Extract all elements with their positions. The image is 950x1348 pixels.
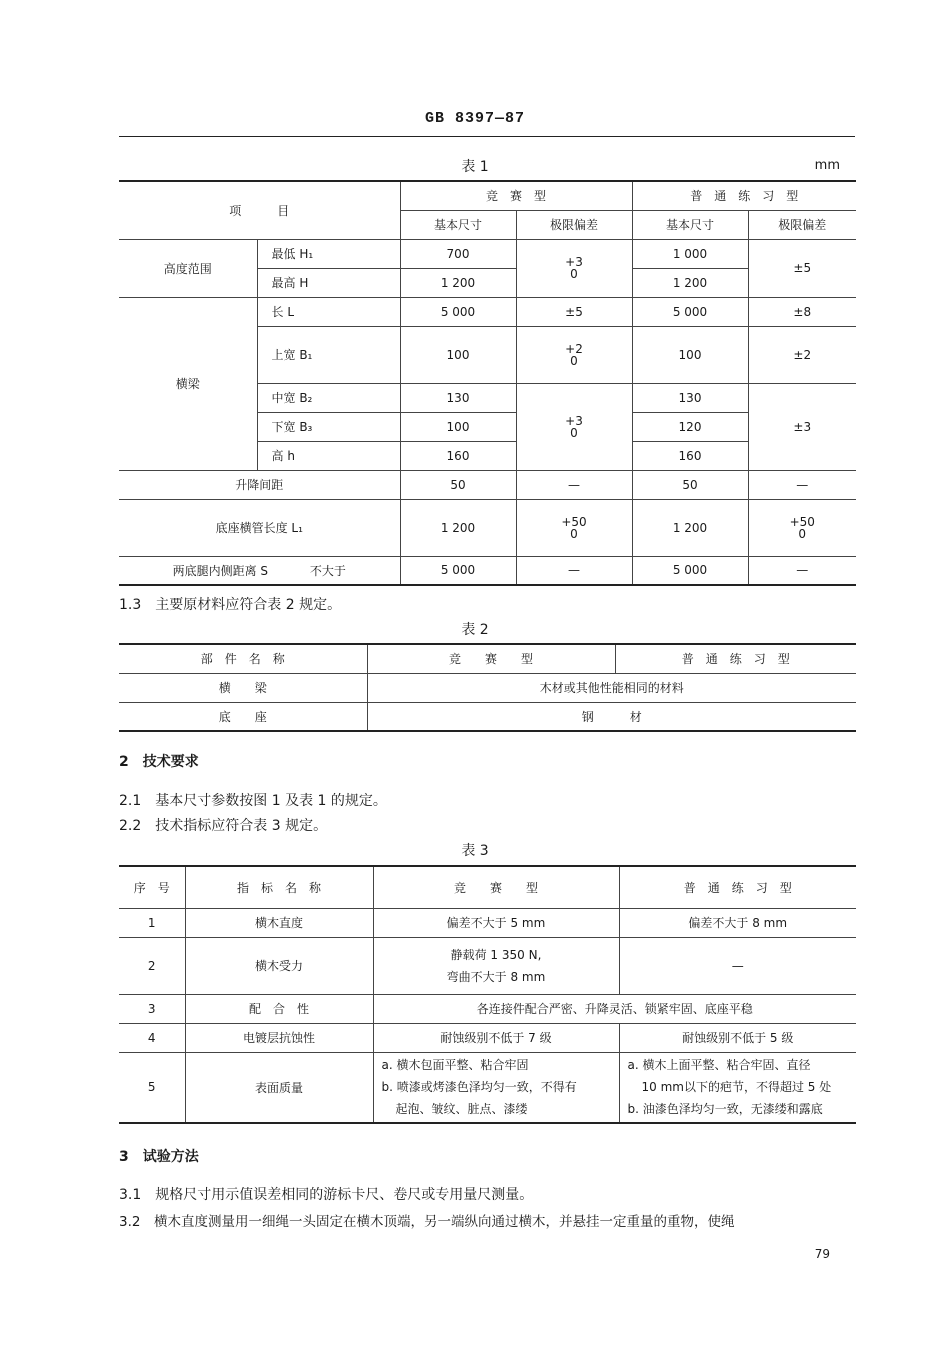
t3-no: 5 (119, 1052, 185, 1123)
t3-race-line: 起泡、皱纹、脏点、漆缕 (395, 1102, 528, 1117)
t1-cell: 50 (632, 470, 748, 499)
t3-race-multiline (373, 1052, 619, 1123)
t1-label-distance-text: 两底腿内侧距离 S (172, 563, 269, 578)
t3-practice-line: 10 mm以下的疤节，不得超过 5 处 (641, 1080, 832, 1095)
t3-name: 表面质量 (185, 1052, 373, 1123)
t3-race-line: 静载荷 1 350 N, (450, 947, 542, 962)
t1-cell: 130 (400, 383, 516, 412)
t1-cell: ±5 (516, 297, 632, 326)
t1-label: 升降间距 (119, 470, 400, 499)
t1-sub: 最高 H (257, 268, 400, 297)
t1-sub: 长 L (257, 297, 400, 326)
t3-both: 各连接件配合严密、升降灵活、锁紧牢固、底座平稳 (373, 994, 856, 1023)
t1-group-height: 高度范围 (119, 239, 257, 297)
t3-head-no: 序 号 (119, 866, 185, 908)
t1-cell: ±5 (748, 239, 856, 297)
t2-material: 木材或其他性能相同的材料 (367, 673, 856, 702)
t1-cell: 160 (400, 441, 516, 470)
t2-part: 横 梁 (119, 673, 367, 702)
t1-cell: 1 000 (632, 239, 748, 268)
t1-cell: 700 (400, 239, 516, 268)
t1-cell: 5 000 (400, 297, 516, 326)
t1-cell: 5 000 (400, 556, 516, 585)
table1-unit: mm (814, 158, 840, 173)
t3-race: 偏差不大于 5 mm (373, 908, 619, 937)
section-3-heading: 3 试验方法 (119, 1149, 199, 1165)
t1-head-race-basic: 基本尺寸 (400, 210, 516, 239)
t1-sub: 上宽 B₁ (257, 326, 400, 383)
para-1-3: 1.3 主要原材料应符合表 2 规定。 (119, 597, 342, 613)
t1-cell: 1 200 (400, 268, 516, 297)
t1-cell: ±2 (748, 326, 856, 383)
t1-cell: +50 0 (748, 499, 856, 556)
t1-head-prac-tol: 极限偏差 (748, 210, 856, 239)
t1-cell: 100 (632, 326, 748, 383)
t1-cell: 50 (400, 470, 516, 499)
t3-head-race: 竞 赛 型 (373, 866, 619, 908)
t2-head-practice: 普 通 练 习 型 (615, 644, 856, 673)
t1-cell: — (748, 470, 856, 499)
header-rule (119, 136, 855, 137)
table2 (119, 643, 856, 732)
t1-cell: — (516, 556, 632, 585)
t3-practice: — (619, 937, 856, 994)
t3-no: 2 (119, 937, 185, 994)
t1-cell: 120 (632, 412, 748, 441)
section-2-heading: 2 技术要求 (119, 754, 199, 770)
t1-label-distance (119, 556, 400, 585)
t1-head-race: 竞 赛 型 (400, 181, 632, 210)
t3-race-multiline (373, 937, 619, 994)
t3-name: 配 合 性 (185, 994, 373, 1023)
t3-no: 3 (119, 994, 185, 1023)
t1-cell: 1 200 (632, 499, 748, 556)
t3-practice-multiline (619, 1052, 856, 1123)
t1-cell: — (748, 556, 856, 585)
t1-cell: ±8 (748, 297, 856, 326)
t3-race-line: a. 横木包面平整、粘合牢固 (381, 1058, 529, 1073)
t3-practice: 偏差不大于 8 mm (619, 908, 856, 937)
t1-head-item: 项 目 (119, 181, 400, 239)
table1 (119, 180, 856, 586)
t1-head-prac-basic: 基本尺寸 (632, 210, 748, 239)
t3-no: 1 (119, 908, 185, 937)
t1-cell: 160 (632, 441, 748, 470)
t1-cell: +2 0 (516, 326, 632, 383)
t1-cell: 100 (400, 326, 516, 383)
table3-caption: 表 3 (461, 843, 489, 859)
t2-part: 底 座 (119, 702, 367, 731)
t1-sub: 最低 H₁ (257, 239, 400, 268)
t1-cell: 130 (632, 383, 748, 412)
t3-name: 电镀层抗蚀性 (185, 1023, 373, 1052)
t3-head-practice: 普 通 练 习 型 (619, 866, 856, 908)
para-3-1: 3.1 规格尺寸用示值误差相同的游标卡尺、卷尺或专用量尺测量。 (119, 1187, 534, 1203)
t3-name: 横木直度 (185, 908, 373, 937)
t3-practice-line: b. 油漆色泽均匀一致，无漆缕和露底 (627, 1102, 823, 1117)
t3-practice-line: a. 横木上面平整、粘合牢固、直径 (627, 1058, 811, 1073)
para-2-1: 2.1 基本尺寸参数按图 1 及表 1 的规定。 (119, 793, 387, 809)
t3-no: 4 (119, 1023, 185, 1052)
t1-label: 底座横管长度 L₁ (119, 499, 400, 556)
t1-cell: +3 0 (516, 239, 632, 297)
t1-head-race-tol: 极限偏差 (516, 210, 632, 239)
table1-caption: 表 1 (461, 159, 489, 175)
t3-head-name: 指 标 名 称 (185, 866, 373, 908)
t3-practice: 耐蚀级别不低于 5 级 (619, 1023, 856, 1052)
t1-label-distance-extra: 不大于 (309, 563, 346, 578)
t1-cell: +50 0 (516, 499, 632, 556)
t3-race-line: 弯曲不大于 8 mm (446, 969, 546, 984)
t1-cell: — (516, 470, 632, 499)
t1-cell: 5 000 (632, 297, 748, 326)
t1-cell: ±3 (748, 383, 856, 470)
t1-cell: 1 200 (400, 499, 516, 556)
table2-caption: 表 2 (461, 622, 489, 638)
para-2-2: 2.2 技术指标应符合表 3 规定。 (119, 818, 328, 834)
para-3-2: 3.2 横木直度测量用一细绳一头固定在横木顶端，另一端纵向通过横木，并悬挂一定重量的重物，使绳 (119, 1214, 735, 1230)
t1-cell: 100 (400, 412, 516, 441)
t3-race-line: b. 喷漆或烤漆色泽均匀一致，不得有 (381, 1080, 577, 1095)
t3-race: 耐蚀级别不低于 7 级 (373, 1023, 619, 1052)
t2-head-race: 竞 赛 型 (367, 644, 615, 673)
t1-cell: 1 200 (632, 268, 748, 297)
t2-material: 钢 材 (367, 702, 856, 731)
page-number: 79 (814, 1247, 830, 1261)
t1-sub: 高 h (257, 441, 400, 470)
t1-group-beam: 横梁 (119, 297, 257, 470)
t1-cell: +3 0 (516, 383, 632, 470)
standard-header: GB 8397—87 (424, 110, 525, 127)
t1-head-practice: 普 通 练 习 型 (632, 181, 856, 210)
t3-name: 横木受力 (185, 937, 373, 994)
t1-cell: 5 000 (632, 556, 748, 585)
t1-sub: 下宽 B₃ (257, 412, 400, 441)
t1-sub: 中宽 B₂ (257, 383, 400, 412)
table3 (119, 865, 856, 1124)
t2-head-part: 部 件 名 称 (119, 644, 367, 673)
